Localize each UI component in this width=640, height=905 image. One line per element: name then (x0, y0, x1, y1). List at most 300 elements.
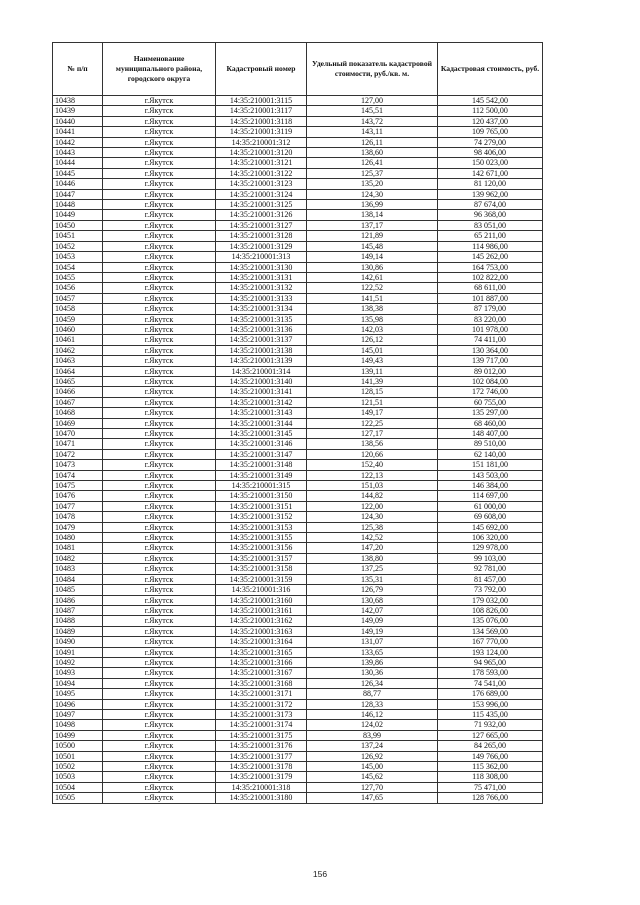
table-row (53, 543, 543, 553)
table-row (53, 533, 543, 543)
cadastral-cost-cell: 69 608,00 (438, 512, 543, 522)
specific-value-cell: 138,80 (307, 553, 438, 563)
specific-value-cell: 128,33 (307, 699, 438, 709)
district-cell: г.Якутск (103, 699, 216, 709)
specific-value-cell: 138,56 (307, 439, 438, 449)
cadastral-number-cell: 14:35:210001:3115 (216, 96, 307, 106)
cadastral-number-cell: 14:35:210001:3155 (216, 533, 307, 543)
row-number-cell: 10440 (53, 116, 103, 126)
cadastral-cost-cell: 101 978,00 (438, 324, 543, 334)
specific-value-cell: 149,14 (307, 252, 438, 262)
cadastral-value-table (52, 42, 543, 804)
row-number-cell: 10448 (53, 200, 103, 210)
row-number-cell: 10498 (53, 720, 103, 730)
cadastral-number-cell: 14:35:210001:3121 (216, 158, 307, 168)
district-cell: г.Якутск (103, 522, 216, 532)
cadastral-number-cell: 14:35:210001:3168 (216, 678, 307, 688)
cadastral-cost-cell: 83 051,00 (438, 220, 543, 230)
cadastral-number-cell: 14:35:210001:3125 (216, 200, 307, 210)
district-cell: г.Якутск (103, 148, 216, 158)
district-cell: г.Якутск (103, 720, 216, 730)
cadastral-cost-cell: 145 262,00 (438, 252, 543, 262)
specific-value-cell: 122,13 (307, 470, 438, 480)
row-number-cell: 10481 (53, 543, 103, 553)
specific-value-cell: 143,11 (307, 127, 438, 137)
table-row (53, 657, 543, 667)
header-district: Наименование муниципального района, городского округа (103, 43, 216, 96)
cadastral-number-cell: 14:35:210001:3134 (216, 304, 307, 314)
district-cell: г.Якутск (103, 782, 216, 792)
district-cell: г.Якутск (103, 397, 216, 407)
district-cell: г.Якутск (103, 762, 216, 772)
specific-value-cell: 143,72 (307, 116, 438, 126)
table-row (53, 158, 543, 168)
cadastral-cost-cell: 106 320,00 (438, 533, 543, 543)
cadastral-cost-cell: 139 717,00 (438, 356, 543, 366)
table-row (53, 252, 543, 262)
table-row (53, 449, 543, 459)
table-row (53, 585, 543, 595)
specific-value-cell: 126,12 (307, 335, 438, 345)
specific-value-cell: 127,17 (307, 429, 438, 439)
specific-value-cell: 126,79 (307, 585, 438, 595)
district-cell: г.Якутск (103, 626, 216, 636)
district-cell: г.Якутск (103, 678, 216, 688)
row-number-cell: 10463 (53, 356, 103, 366)
cadastral-cost-cell: 101 887,00 (438, 293, 543, 303)
specific-value-cell: 127,00 (307, 96, 438, 106)
cadastral-number-cell: 14:35:210001:3164 (216, 637, 307, 647)
district-cell: г.Якутск (103, 252, 216, 262)
row-number-cell: 10446 (53, 179, 103, 189)
row-number-cell: 10454 (53, 262, 103, 272)
specific-value-cell: 142,61 (307, 272, 438, 282)
row-number-cell: 10459 (53, 314, 103, 324)
cadastral-number-cell: 14:35:210001:3138 (216, 345, 307, 355)
cadastral-number-cell: 14:35:210001:3144 (216, 418, 307, 428)
header-cadastral-cost: Кадастровая стоимость, руб. (438, 43, 543, 96)
cadastral-cost-cell: 164 753,00 (438, 262, 543, 272)
row-number-cell: 10462 (53, 345, 103, 355)
cadastral-number-cell: 14:35:210001:3136 (216, 324, 307, 334)
row-number-cell: 10477 (53, 501, 103, 511)
row-number-cell: 10438 (53, 96, 103, 106)
district-cell: г.Якутск (103, 220, 216, 230)
row-number-cell: 10451 (53, 231, 103, 241)
district-cell: г.Якутск (103, 772, 216, 782)
table-row (53, 397, 543, 407)
table-row (53, 730, 543, 740)
cadastral-cost-cell: 84 265,00 (438, 741, 543, 751)
table-row (53, 429, 543, 439)
table-row (53, 148, 543, 158)
cadastral-cost-cell: 68 611,00 (438, 283, 543, 293)
row-number-cell: 10453 (53, 252, 103, 262)
specific-value-cell: 146,12 (307, 709, 438, 719)
cadastral-cost-cell: 114 986,00 (438, 241, 543, 251)
row-number-cell: 10468 (53, 408, 103, 418)
cadastral-cost-cell: 83 220,00 (438, 314, 543, 324)
table-row (53, 626, 543, 636)
table-row (53, 168, 543, 178)
specific-value-cell: 147,65 (307, 793, 438, 803)
table-row (53, 564, 543, 574)
table-body (53, 96, 543, 804)
district-cell: г.Якутск (103, 241, 216, 251)
specific-value-cell: 142,03 (307, 324, 438, 334)
specific-value-cell: 145,48 (307, 241, 438, 251)
cadastral-cost-cell: 179 032,00 (438, 595, 543, 605)
row-number-cell: 10465 (53, 376, 103, 386)
specific-value-cell: 83,99 (307, 730, 438, 740)
cadastral-number-cell: 14:35:210001:318 (216, 782, 307, 792)
specific-value-cell: 149,43 (307, 356, 438, 366)
district-cell: г.Якутск (103, 116, 216, 126)
cadastral-cost-cell: 167 770,00 (438, 637, 543, 647)
specific-value-cell: 135,98 (307, 314, 438, 324)
row-number-cell: 10487 (53, 605, 103, 615)
table-row (53, 720, 543, 730)
row-number-cell: 10496 (53, 699, 103, 709)
cadastral-cost-cell: 115 362,00 (438, 762, 543, 772)
cadastral-number-cell: 14:35:210001:3132 (216, 283, 307, 293)
table-row (53, 210, 543, 220)
cadastral-number-cell: 14:35:210001:3146 (216, 439, 307, 449)
cadastral-cost-cell: 94 965,00 (438, 657, 543, 667)
district-cell: г.Якутск (103, 543, 216, 553)
cadastral-cost-cell: 81 120,00 (438, 179, 543, 189)
specific-value-cell: 145,51 (307, 106, 438, 116)
cadastral-cost-cell: 115 435,00 (438, 709, 543, 719)
district-cell: г.Якутск (103, 189, 216, 199)
table-row (53, 137, 543, 147)
cadastral-cost-cell: 87 179,00 (438, 304, 543, 314)
row-number-cell: 10488 (53, 616, 103, 626)
row-number-cell: 10500 (53, 741, 103, 751)
row-number-cell: 10467 (53, 397, 103, 407)
cadastral-number-cell: 14:35:210001:3130 (216, 262, 307, 272)
district-cell: г.Якутск (103, 387, 216, 397)
table-row (53, 782, 543, 792)
row-number-cell: 10464 (53, 366, 103, 376)
district-cell: г.Якутск (103, 272, 216, 282)
cadastral-number-cell: 14:35:210001:3157 (216, 553, 307, 563)
district-cell: г.Якутск (103, 585, 216, 595)
specific-value-cell: 130,86 (307, 262, 438, 272)
cadastral-number-cell: 14:35:210001:3149 (216, 470, 307, 480)
cadastral-number-cell: 14:35:210001:3135 (216, 314, 307, 324)
cadastral-number-cell: 14:35:210001:3142 (216, 397, 307, 407)
row-number-cell: 10495 (53, 689, 103, 699)
cadastral-number-cell: 14:35:210001:316 (216, 585, 307, 595)
cadastral-cost-cell: 74 541,00 (438, 678, 543, 688)
cadastral-cost-cell: 128 766,00 (438, 793, 543, 803)
cadastral-number-cell: 14:35:210001:3120 (216, 148, 307, 158)
cadastral-number-cell: 14:35:210001:3128 (216, 231, 307, 241)
district-cell: г.Якутск (103, 709, 216, 719)
specific-value-cell: 137,25 (307, 564, 438, 574)
row-number-cell: 10490 (53, 637, 103, 647)
cadastral-number-cell: 14:35:210001:3174 (216, 720, 307, 730)
district-cell: г.Якутск (103, 616, 216, 626)
table-row (53, 418, 543, 428)
cadastral-cost-cell: 75 471,00 (438, 782, 543, 792)
district-cell: г.Якутск (103, 137, 216, 147)
table-row (53, 689, 543, 699)
specific-value-cell: 141,39 (307, 376, 438, 386)
district-cell: г.Якутск (103, 345, 216, 355)
table-row (53, 793, 543, 803)
specific-value-cell: 141,51 (307, 293, 438, 303)
cadastral-number-cell: 14:35:210001:3176 (216, 741, 307, 751)
cadastral-cost-cell: 151 181,00 (438, 460, 543, 470)
cadastral-cost-cell: 153 996,00 (438, 699, 543, 709)
cadastral-cost-cell: 89 510,00 (438, 439, 543, 449)
row-number-cell: 10441 (53, 127, 103, 137)
district-cell: г.Якутск (103, 491, 216, 501)
cadastral-cost-cell: 145 542,00 (438, 96, 543, 106)
row-number-cell: 10475 (53, 481, 103, 491)
specific-value-cell: 88,77 (307, 689, 438, 699)
table-row (53, 335, 543, 345)
cadastral-cost-cell: 176 689,00 (438, 689, 543, 699)
table-row (53, 220, 543, 230)
specific-value-cell: 142,07 (307, 605, 438, 615)
row-number-cell: 10499 (53, 730, 103, 740)
table-row (53, 179, 543, 189)
cadastral-number-cell: 14:35:210001:3152 (216, 512, 307, 522)
table-row (53, 616, 543, 626)
row-number-cell: 10457 (53, 293, 103, 303)
district-cell: г.Якутск (103, 637, 216, 647)
cadastral-number-cell: 14:35:210001:3140 (216, 376, 307, 386)
district-cell: г.Якутск (103, 501, 216, 511)
row-number-cell: 10452 (53, 241, 103, 251)
table-row (53, 376, 543, 386)
table-row (53, 106, 543, 116)
row-number-cell: 10479 (53, 522, 103, 532)
table-row (53, 96, 543, 106)
row-number-cell: 10491 (53, 647, 103, 657)
specific-value-cell: 151,03 (307, 481, 438, 491)
cadastral-number-cell: 14:35:210001:3177 (216, 751, 307, 761)
cadastral-cost-cell: 74 411,00 (438, 335, 543, 345)
district-cell: г.Якутск (103, 127, 216, 137)
district-cell: г.Якутск (103, 408, 216, 418)
specific-value-cell: 137,17 (307, 220, 438, 230)
row-number-cell: 10493 (53, 668, 103, 678)
district-cell: г.Якутск (103, 293, 216, 303)
row-number-cell: 10485 (53, 585, 103, 595)
specific-value-cell: 145,01 (307, 345, 438, 355)
specific-value-cell: 126,92 (307, 751, 438, 761)
row-number-cell: 10469 (53, 418, 103, 428)
district-cell: г.Якутск (103, 460, 216, 470)
cadastral-number-cell: 14:35:210001:3173 (216, 709, 307, 719)
district-cell: г.Якутск (103, 730, 216, 740)
district-cell: г.Якутск (103, 512, 216, 522)
district-cell: г.Якутск (103, 481, 216, 491)
table-row (53, 574, 543, 584)
table-row (53, 314, 543, 324)
district-cell: г.Якутск (103, 574, 216, 584)
specific-value-cell: 139,86 (307, 657, 438, 667)
district-cell: г.Якутск (103, 356, 216, 366)
cadastral-number-cell: 14:35:210001:3167 (216, 668, 307, 678)
cadastral-number-cell: 14:35:210001:3171 (216, 689, 307, 699)
row-number-cell: 10502 (53, 762, 103, 772)
cadastral-cost-cell: 149 766,00 (438, 751, 543, 761)
cadastral-number-cell: 14:35:210001:3137 (216, 335, 307, 345)
district-cell: г.Якутск (103, 605, 216, 615)
specific-value-cell: 137,24 (307, 741, 438, 751)
table-row (53, 678, 543, 688)
specific-value-cell: 122,25 (307, 418, 438, 428)
specific-value-cell: 142,52 (307, 533, 438, 543)
row-number-cell: 10484 (53, 574, 103, 584)
table-row (53, 241, 543, 251)
cadastral-cost-cell: 112 500,00 (438, 106, 543, 116)
row-number-cell: 10478 (53, 512, 103, 522)
specific-value-cell: 121,89 (307, 231, 438, 241)
cadastral-cost-cell: 73 792,00 (438, 585, 543, 595)
table-row (53, 387, 543, 397)
cadastral-number-cell: 14:35:210001:3123 (216, 179, 307, 189)
table-row (53, 116, 543, 126)
specific-value-cell: 126,11 (307, 137, 438, 147)
table-row (53, 439, 543, 449)
row-number-cell: 10461 (53, 335, 103, 345)
district-cell: г.Якутск (103, 158, 216, 168)
specific-value-cell: 130,36 (307, 668, 438, 678)
specific-value-cell: 145,00 (307, 762, 438, 772)
table-row (53, 709, 543, 719)
specific-value-cell: 130,68 (307, 595, 438, 605)
specific-value-cell: 131,07 (307, 637, 438, 647)
cadastral-number-cell: 14:35:210001:3141 (216, 387, 307, 397)
cadastral-cost-cell: 81 457,00 (438, 574, 543, 584)
district-cell: г.Якутск (103, 751, 216, 761)
cadastral-number-cell: 14:35:210001:3133 (216, 293, 307, 303)
cadastral-cost-cell: 127 665,00 (438, 730, 543, 740)
header-cadastral-number: Кадастровый номер (216, 43, 307, 96)
specific-value-cell: 128,15 (307, 387, 438, 397)
cadastral-number-cell: 14:35:210001:3127 (216, 220, 307, 230)
cadastral-number-cell: 14:35:210001:3148 (216, 460, 307, 470)
cadastral-number-cell: 14:35:210001:3139 (216, 356, 307, 366)
district-cell: г.Якутск (103, 304, 216, 314)
table-row (53, 668, 543, 678)
cadastral-cost-cell: 87 674,00 (438, 200, 543, 210)
specific-value-cell: 135,31 (307, 574, 438, 584)
row-number-cell: 10449 (53, 210, 103, 220)
cadastral-number-cell: 14:35:210001:3118 (216, 116, 307, 126)
district-cell: г.Якутск (103, 449, 216, 459)
cadastral-cost-cell: 118 308,00 (438, 772, 543, 782)
specific-value-cell: 149,09 (307, 616, 438, 626)
row-number-cell: 10489 (53, 626, 103, 636)
cadastral-cost-cell: 120 437,00 (438, 116, 543, 126)
cadastral-cost-cell: 92 781,00 (438, 564, 543, 574)
table-header (53, 43, 543, 96)
cadastral-number-cell: 14:35:210001:3161 (216, 605, 307, 615)
cadastral-cost-cell: 99 103,00 (438, 553, 543, 563)
cadastral-number-cell: 14:35:210001:3150 (216, 491, 307, 501)
row-number-cell: 10439 (53, 106, 103, 116)
row-number-cell: 10472 (53, 449, 103, 459)
cadastral-cost-cell: 150 023,00 (438, 158, 543, 168)
cadastral-number-cell: 14:35:210001:3162 (216, 616, 307, 626)
row-number-cell: 10470 (53, 429, 103, 439)
cadastral-cost-cell: 135 297,00 (438, 408, 543, 418)
district-cell: г.Якутск (103, 689, 216, 699)
cadastral-cost-cell: 143 503,00 (438, 470, 543, 480)
specific-value-cell: 122,52 (307, 283, 438, 293)
row-number-cell: 10466 (53, 387, 103, 397)
district-cell: г.Якутск (103, 668, 216, 678)
table-row (53, 345, 543, 355)
cadastral-cost-cell: 193 124,00 (438, 647, 543, 657)
cadastral-cost-cell: 114 697,00 (438, 491, 543, 501)
cadastral-number-cell: 14:35:210001:3151 (216, 501, 307, 511)
district-cell: г.Якутск (103, 657, 216, 667)
cadastral-number-cell: 14:35:210001:3131 (216, 272, 307, 282)
district-cell: г.Якутск (103, 647, 216, 657)
table-row (53, 272, 543, 282)
specific-value-cell: 144,82 (307, 491, 438, 501)
table-row (53, 751, 543, 761)
cadastral-number-cell: 14:35:210001:315 (216, 481, 307, 491)
cadastral-cost-cell: 74 279,00 (438, 137, 543, 147)
cadastral-cost-cell: 139 962,00 (438, 189, 543, 199)
header-row (53, 43, 543, 96)
specific-value-cell: 133,65 (307, 647, 438, 657)
specific-value-cell: 126,41 (307, 158, 438, 168)
cadastral-number-cell: 14:35:210001:3178 (216, 762, 307, 772)
district-cell: г.Якутск (103, 231, 216, 241)
row-number-cell: 10505 (53, 793, 103, 803)
cadastral-number-cell: 14:35:210001:3145 (216, 429, 307, 439)
table-row (53, 491, 543, 501)
row-number-cell: 10456 (53, 283, 103, 293)
cadastral-number-cell: 14:35:210001:3160 (216, 595, 307, 605)
cadastral-cost-cell: 89 012,00 (438, 366, 543, 376)
cadastral-number-cell: 14:35:210001:3119 (216, 127, 307, 137)
cadastral-number-cell: 14:35:210001:3143 (216, 408, 307, 418)
table-row (53, 262, 543, 272)
cadastral-cost-cell: 178 593,00 (438, 668, 543, 678)
specific-value-cell: 120,66 (307, 449, 438, 459)
specific-value-cell: 138,60 (307, 148, 438, 158)
district-cell: г.Якутск (103, 366, 216, 376)
specific-value-cell: 136,99 (307, 200, 438, 210)
cadastral-number-cell: 14:35:210001:3129 (216, 241, 307, 251)
row-number-cell: 10460 (53, 324, 103, 334)
specific-value-cell: 125,37 (307, 168, 438, 178)
district-cell: г.Якутск (103, 314, 216, 324)
row-number-cell: 10442 (53, 137, 103, 147)
table-row (53, 605, 543, 615)
row-number-cell: 10473 (53, 460, 103, 470)
row-number-cell: 10482 (53, 553, 103, 563)
specific-value-cell: 145,62 (307, 772, 438, 782)
district-cell: г.Якутск (103, 376, 216, 386)
page-number: 156 (312, 869, 328, 879)
cadastral-cost-cell: 98 406,00 (438, 148, 543, 158)
row-number-cell: 10497 (53, 709, 103, 719)
row-number-cell: 10501 (53, 751, 103, 761)
cadastral-number-cell: 14:35:210001:3126 (216, 210, 307, 220)
